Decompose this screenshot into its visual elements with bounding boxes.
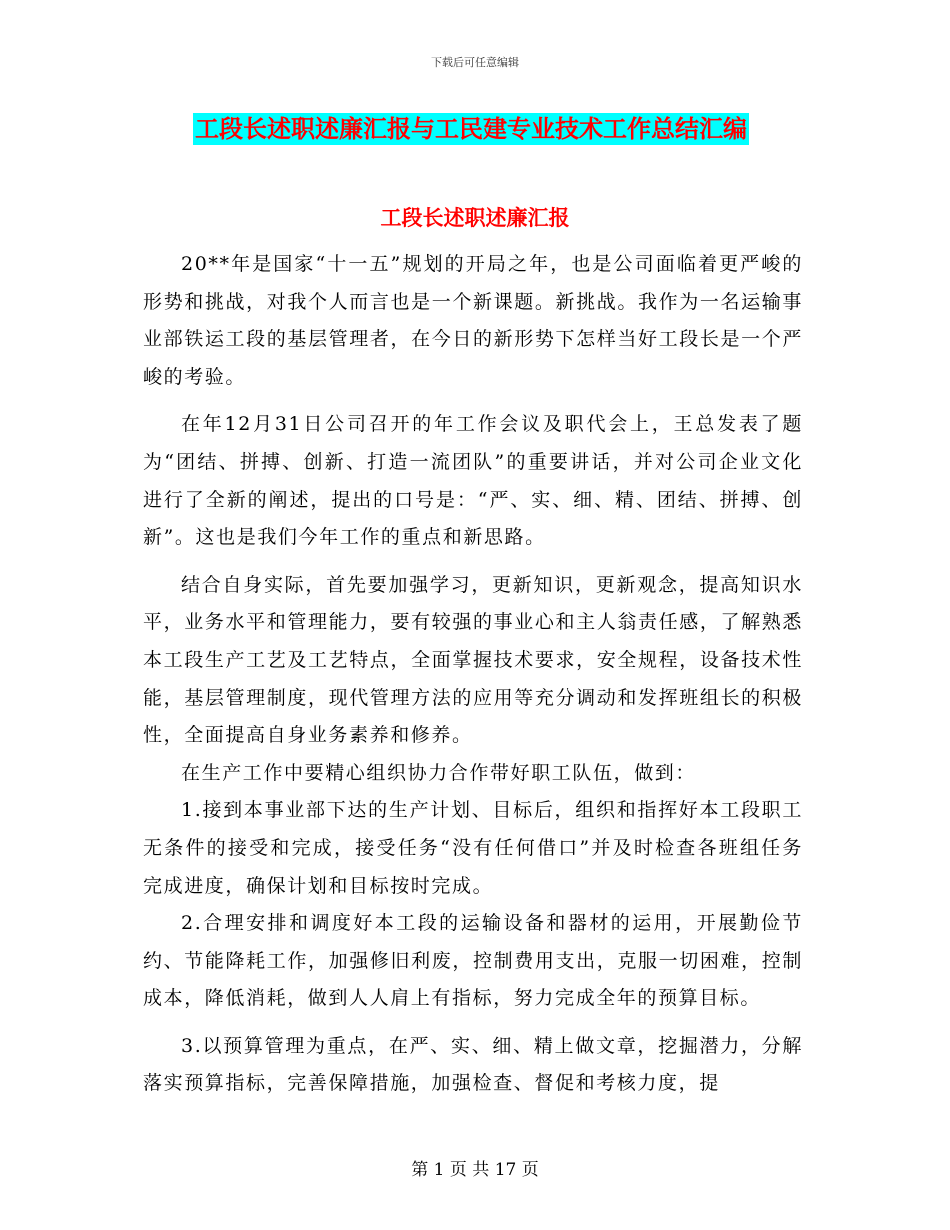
paragraph-2: 在年12月31日公司召开的年工作会议及职代会上，王总发表了题为“团结、拼搏、创新、打造一流团队”的重要讲话，并对公司企业文化进行了全新的阐述，提出的口号是：“严、实、细、精、团结、拼搏、创新”。这也是我们今年工作的重点和新思路。 (143, 413, 803, 549)
document-body (143, 246, 803, 1103)
paragraph-1: 20**年是国家“十一五”规划的开局之年，也是公司面临着更严峻的形势和挑战，对我个人而言也是一个新课题。新挑战。我作为一名运输事业部铁运工段的基层管理者，在今日的新形势下怎样当好工段长是一个严峻的考验。 (143, 253, 803, 388)
section-title: 工段长述职述廉汇报 (380, 206, 570, 230)
paragraph-6: 2.合理安排和调度好本工段的运输设备和器材的运用，开展勤俭节约、节能降耗工作，加强修旧利废，控制费用支出，克服一切困难，控制成本，降低消耗，做到人人肩上有指标，努力完成全年的预算目标。 (143, 912, 803, 1010)
header-note: 下载后可任意编辑 (431, 56, 519, 69)
document-main-title: 工段长述职述廉汇报与工民建专业技术工作总结汇编 (195, 115, 747, 143)
paragraph-7: 3.以预算管理为重点，在严、实、细、精上做文章，挖掘潜力，分解落实预算指标，完善保障措施，加强检查、督促和考核力度，提 (143, 1034, 803, 1095)
paragraph-4: 在生产工作中要精心组织协力合作带好职工队伍，做到： (181, 761, 697, 784)
page-number-footer: 第 1 页 共 17 页 (411, 1160, 539, 1180)
paragraph-3: 结合自身实际，首先要加强学习，更新知识，更新观念，提高知识水平，业务水平和管理能力，要有较强的事业心和主人翁责任感，了解熟悉本工段生产工艺及工艺特点，全面掌握技术要求，安全规程，设备技术性能，基层管理制度，现代管理方法的应用等充分调动和发挥班组长的积极性，全面提高自身业务素养和修养。 (143, 573, 803, 747)
paragraph-5: 1.接到本事业部下达的生产计划、目标后，组织和指挥好本工段职工无条件的接受和完成，接受任务“没有任何借口”并及时检查各班组任务完成进度，确保计划和目标按时完成。 (143, 799, 803, 897)
